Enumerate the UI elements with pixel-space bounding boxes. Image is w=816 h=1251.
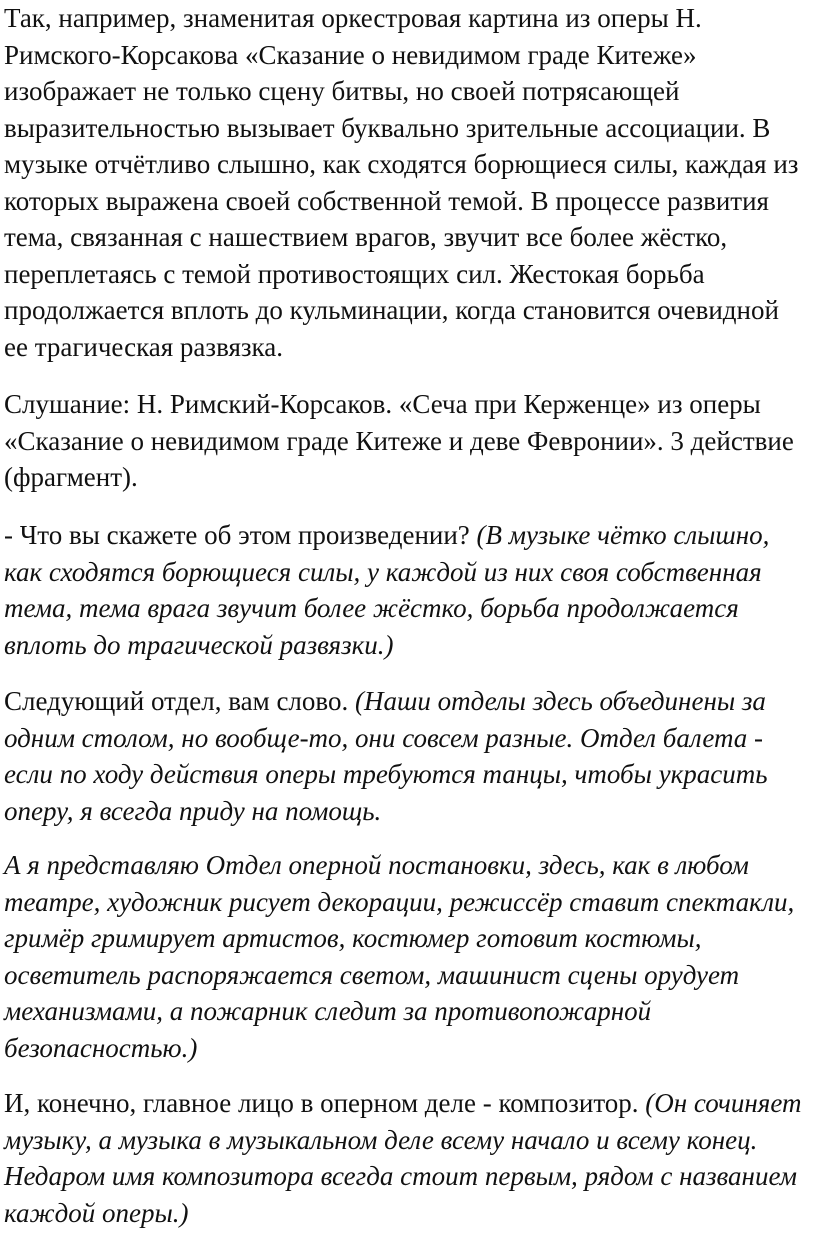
paragraph-italic-text: (Он сочиняет музыку, а музыка в музыкальном деле всему начало и всему конец. Недаром имя композитора всегда стоит первым, рядом с названием каждой оперы.): [4, 1088, 802, 1228]
paragraph-ballet-department: [4, 683, 804, 829]
paragraph-plain-text: И, конечно, главное лицо в оперном деле - композитор.: [4, 1088, 646, 1118]
paragraph-staging-department: [4, 847, 804, 1066]
paragraph-italic-text: А я представляю Отдел оперной постановки, здесь, как в любом театре, художник рисует декорации, режиссёр ставит спектакли, гримёр гримирует артистов, костюмер готовит костюмы, осветитель распоряжается светом, машинист сцены орудует механизмами, а пожарник следит за противопожарной безопасностью.): [4, 850, 795, 1063]
paragraph-question: [4, 517, 804, 663]
paragraph-italic-text: (Наши отделы здесь объединены за одним столом, но вообще-то, они совсем разные. Отдел балета - если по ходу действия оперы требуются танцы, чтобы украсить оперу, я всегда приду на помощь.: [4, 686, 768, 826]
paragraph-kitezh-description: [4, 0, 804, 365]
paragraph-text: Так, например, знаменитая оркестровая картина из оперы Н. Римского-Корсакова «Сказание о невидимом граде Китеже» изображает не только сцену битвы, но своей потрясающей выразительностью вызывает буквально зрительные ассоциации. В музыке отчётливо слышно, как сходятся борющиеся силы, каждая из которых выражена своей собственной темой. В процессе развития тема, связанная с нашествием врагов, звучит все более жёстко, переплетаясь с темой противостоящих сил. Жестокая борьба продолжается вплоть до кульминации, когда становится очевидной ее трагическая развязка.: [4, 3, 799, 362]
paragraph-text: Слушание: Н. Римский-Корсаков. «Сеча при Керженце» из оперы «Сказание о невидимом граде Китеже и деве Февронии». 3 действие (фрагмент).: [4, 389, 794, 492]
paragraph-italic-answer: (В музыке чётко слышно, как сходятся борющиеся силы, у каждой из них своя собственная тема, тема врага звучит более жёстко, борьба продолжается вплоть до трагической развязки.): [4, 520, 770, 660]
paragraph-plain-text: Следующий отдел, вам слово.: [4, 686, 355, 716]
paragraph-composer: [4, 1085, 804, 1231]
paragraph-plain-text: - Что вы скажете об этом произведении?: [4, 520, 477, 550]
paragraph-listening: [4, 386, 804, 496]
